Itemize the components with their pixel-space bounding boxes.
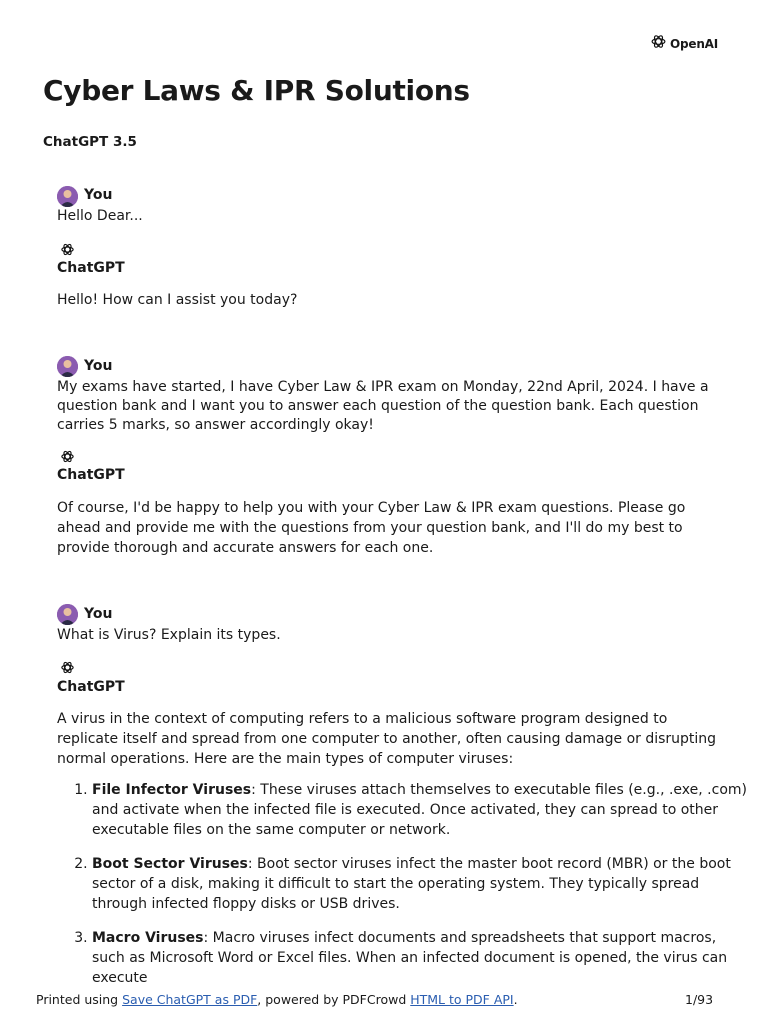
user-message: What is Virus? Explain its types.	[57, 627, 281, 643]
virus-types-list	[57, 780, 752, 1002]
openai-wordmark: OpenAI	[670, 36, 719, 51]
list-item	[92, 780, 752, 840]
chatgpt-icon	[60, 449, 75, 468]
footer-prefix: Printed using	[36, 992, 123, 1007]
user-avatar	[57, 604, 78, 625]
footer-suffix: .	[513, 992, 518, 1007]
speaker-name: You	[84, 606, 113, 622]
list-item-term: Macro Viruses	[92, 930, 204, 946]
speaker-name: You	[84, 187, 113, 203]
list-item-term: File Infector Viruses	[92, 782, 252, 798]
chatgpt-icon	[60, 242, 75, 261]
user-message: Hello Dear...	[57, 208, 143, 224]
list-item-desc: : These viruses attach themselves to executable files (e.g., .exe, .com) and activate when the infected file is executed. Once activated, they can spread to other executable files on the same computer or network.	[92, 782, 747, 838]
list-item-desc: : Macro viruses infect documents and spreadsheets that support macros, such as Microsoft Word or Excel files. When an infected document is opened, the virus can execute	[92, 930, 728, 986]
list-item-term: Boot Sector Viruses	[92, 856, 248, 872]
assistant-message-intro: A virus in the context of computing refers to a malicious software program designed to replicate itself and spread from one computer to another, often causing damage or disrupting normal operations. Here are the main types of computer viruses:	[57, 711, 717, 767]
speaker-name: You	[84, 358, 113, 374]
speaker-name: ChatGPT	[57, 260, 125, 276]
user-avatar	[57, 186, 78, 207]
save-chatgpt-pdf-link[interactable]: Save ChatGPT as PDF	[122, 992, 258, 1007]
openai-logo	[650, 33, 718, 54]
page-title: Cyber Laws & IPR Solutions	[43, 74, 470, 107]
list-item-desc: : Boot sector viruses infect the master boot record (MBR) or the boot sector of a disk, making it difficult to start the operating system. They typically spread through infected floppy disks or USB drives.	[92, 856, 731, 912]
openai-icon	[650, 33, 667, 54]
model-label: ChatGPT 3.5	[43, 134, 137, 150]
print-footer	[36, 992, 518, 1007]
page-number: 1/93	[685, 992, 714, 1007]
user-message: My exams have started, I have Cyber Law & IPR exam on Monday, 22nd April, 2024. I have a question bank and I want you to answer each question of the question bank. Each question carries 5 marks, so answer accordingly okay!	[57, 379, 709, 433]
footer-middle: , powered by PDFCrowd	[257, 992, 411, 1007]
list-item	[92, 928, 752, 988]
speaker-name: ChatGPT	[57, 467, 125, 483]
user-avatar	[57, 356, 78, 377]
chatgpt-icon	[60, 660, 75, 679]
speaker-name: ChatGPT	[57, 679, 125, 695]
assistant-message: Hello! How can I assist you today?	[57, 292, 298, 308]
assistant-message: Of course, I'd be happy to help you with your Cyber Law & IPR exam questions. Please go ahead and provide me with the questions from your question bank, and I'll do my best to provide thorough and accurate answers for each one.	[57, 500, 686, 556]
list-item	[92, 854, 752, 914]
html-to-pdf-api-link[interactable]: HTML to PDF API	[410, 992, 514, 1007]
